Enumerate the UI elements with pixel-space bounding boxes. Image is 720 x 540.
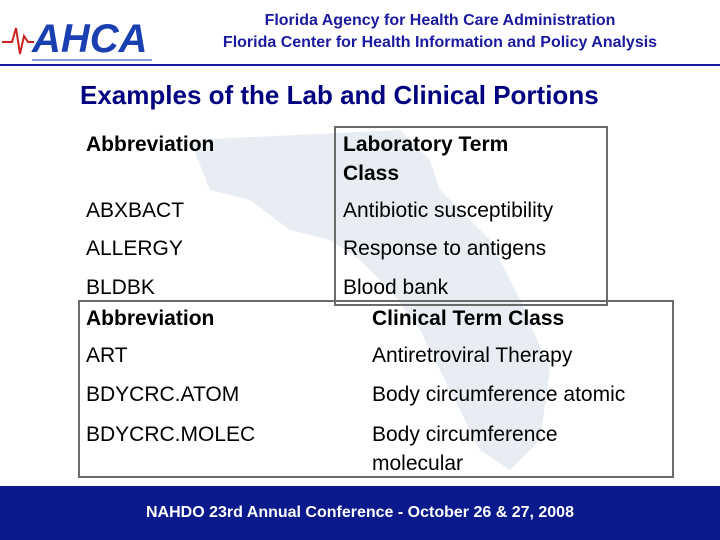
- lab-row-3-abbr: BLDBK: [86, 276, 155, 299]
- header-rule: [0, 64, 720, 66]
- lab-header-class: Class: [343, 162, 400, 185]
- lab-row-3-term: Blood bank: [343, 276, 449, 299]
- lab-row-2-abbr: ALLERGY: [86, 237, 183, 260]
- clinical-row-1-abbr: ART: [86, 344, 128, 367]
- clinical-header-term: Clinical Term Class: [372, 307, 565, 330]
- slide-title: Examples of the Lab and Clinical Portions: [80, 80, 599, 110]
- ahca-logo: [2, 6, 162, 66]
- slide-header: [0, 0, 720, 68]
- lab-header-abbreviation: Abbreviation: [86, 133, 215, 156]
- logo-text: AHCA: [32, 17, 148, 61]
- lab-row-1-term: Antibiotic susceptibility: [343, 199, 554, 222]
- clinical-row-3-term: Body circumference: [372, 423, 558, 446]
- clinical-row-2-abbr: BDYCRC.ATOM: [86, 383, 240, 406]
- header-line-1: Florida Agency for Health Care Administration: [264, 12, 616, 29]
- clinical-row-1-term: Antiretroviral Therapy: [372, 344, 573, 367]
- lab-header-term: Laboratory Term: [343, 133, 509, 156]
- clinical-row-2-term: Body circumference atomic: [372, 383, 626, 406]
- lab-row-1-abbr: ABXBACT: [86, 199, 185, 222]
- clinical-row-3-term-cont: molecular: [372, 452, 464, 475]
- footer-text: NAHDO 23rd Annual Conference - October 26 & 27, 2008: [146, 504, 574, 521]
- header-line-2: Florida Center for Health Information and Policy Analysis: [222, 34, 658, 51]
- clinical-header-abbreviation: Abbreviation: [86, 307, 215, 330]
- clinical-row-3-abbr: BDYCRC.MOLEC: [86, 423, 256, 446]
- lab-row-2-term: Response to antigens: [343, 237, 547, 260]
